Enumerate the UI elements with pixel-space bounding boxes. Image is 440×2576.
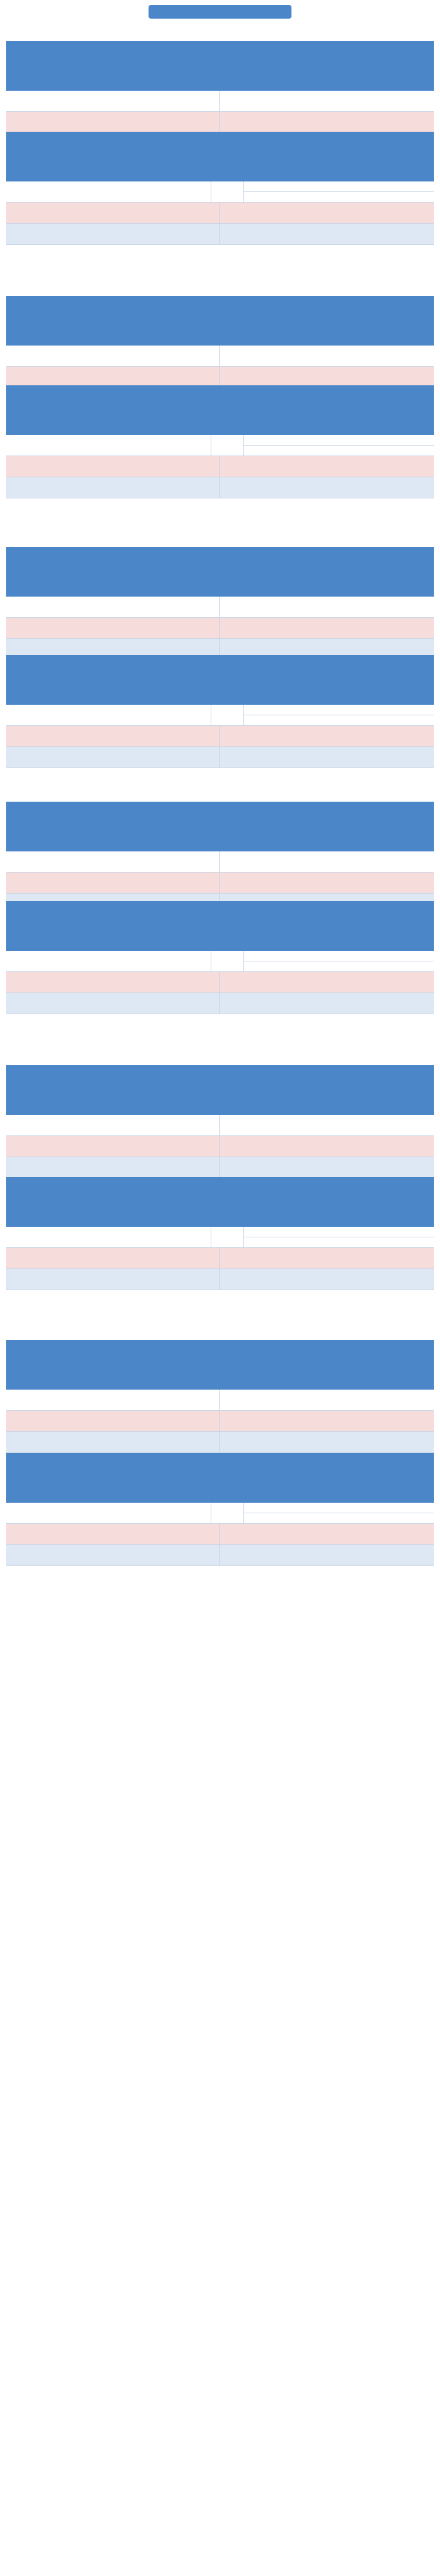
national-title-line [19,138,421,150]
province-title-line [19,1084,421,1096]
row-value [220,91,434,112]
imported-infections [244,181,434,192]
new-confirmed-label [6,181,211,203]
row-value [220,456,434,477]
imported-infections [244,1503,434,1513]
new-confirmed-label [6,435,211,456]
table-row [6,1432,434,1453]
row-value [220,203,434,224]
domestic-infections [244,1513,434,1523]
province-title-line [19,578,421,590]
new-confirmed-total [211,1227,244,1248]
row-label [6,1269,220,1290]
province-block-header [6,1340,434,1390]
table-row [6,1157,434,1178]
national-block-header [6,385,434,435]
row-label [6,993,220,1014]
row-value [220,597,434,618]
national-title-line [19,932,421,945]
national-block [6,1177,434,1290]
province-title-line [19,1096,421,1109]
new-confirmed-breakdown [244,1503,434,1524]
province-title-line [19,833,421,845]
province-title-line [19,302,421,314]
national-title-line [19,1196,421,1208]
province-block [6,802,434,915]
table-row [6,851,434,873]
table-row [6,1269,434,1290]
row-value [220,618,434,639]
table-row [6,1524,434,1545]
table-row [6,873,434,894]
row-label [6,1545,220,1566]
province-block-header [6,547,434,597]
table-row [6,112,434,133]
new-confirmed-label [6,1503,211,1524]
new-confirmed-total [211,435,244,456]
new-confirmed-breakdown [244,951,434,972]
province-title-line [19,1071,421,1084]
national-block-header [6,1177,434,1227]
national-block [6,385,434,498]
organization-name [0,2534,440,2549]
national-title-line [19,1459,421,1472]
table-row [6,224,434,245]
table-row [6,203,434,224]
table-row [6,993,434,1014]
translation-credit [0,2551,440,2565]
row-label [6,972,220,993]
province-block-header [6,1065,434,1115]
province-title-line [19,820,421,833]
national-block-header [6,901,434,951]
national-block [6,1453,434,1566]
row-label [6,367,220,388]
row-value [220,993,434,1014]
date-english [0,24,440,35]
table-row [6,1248,434,1269]
national-block [6,901,434,1014]
row-label [6,1432,220,1453]
row-label [6,1411,220,1432]
row-value [220,747,434,768]
row-value [220,1157,434,1178]
domestic-infections [244,1237,434,1247]
row-label [6,726,220,747]
row-label [6,112,220,133]
province-block [6,1340,434,1453]
new-confirmed-row [6,181,434,203]
national-title-line [19,392,421,404]
row-label [6,873,220,894]
table-row [6,367,434,388]
national-block-header [6,132,434,181]
province-title-line [19,327,421,339]
new-confirmed-row [6,705,434,726]
imported-infections [244,705,434,715]
row-label [6,597,220,618]
new-confirmed-total [211,705,244,726]
national-title-line [19,907,421,920]
new-confirmed-label [6,951,211,972]
new-confirmed-total [211,1503,244,1524]
row-value [220,1136,434,1157]
row-label [6,1136,220,1157]
table-row [6,972,434,993]
row-value [220,477,434,498]
row-label [6,91,220,112]
national-block [6,132,434,245]
national-block [6,655,434,768]
row-value [220,972,434,993]
province-title-line [19,72,421,85]
province-title-line [19,553,421,566]
row-label [6,747,220,768]
row-value [220,1524,434,1545]
table-row [6,747,434,768]
row-value [220,224,434,245]
province-block-header [6,296,434,346]
new-confirmed-label [6,705,211,726]
row-value [220,367,434,388]
province-title-line [19,1371,421,1383]
row-value [220,1545,434,1566]
national-title-line [19,1472,421,1484]
row-label [6,1524,220,1545]
national-title-line [19,1183,421,1196]
row-label [6,456,220,477]
row-value [220,1432,434,1453]
row-value [220,112,434,133]
national-block-header [6,1453,434,1503]
row-label [6,851,220,873]
new-confirmed-row [6,1503,434,1524]
row-value [220,726,434,747]
province-title-line [19,566,421,578]
national-title-line [19,150,421,163]
table-row [6,597,434,618]
national-title-line [19,920,421,932]
page-header [0,4,440,35]
new-confirmed-breakdown [244,1227,434,1248]
national-title-line [19,1484,421,1497]
table-row [6,456,434,477]
national-title-line [19,686,421,699]
page-footer [0,2534,440,2565]
table-row [6,1115,434,1136]
imported-infections [244,435,434,446]
new-confirmed-breakdown [244,435,434,456]
national-title-line [19,661,421,674]
table-row [6,726,434,747]
national-title-line [19,1208,421,1221]
new-confirmed-total [211,951,244,972]
row-label [6,1248,220,1269]
national-title-line [19,404,421,416]
row-value [220,1248,434,1269]
province-block [6,1065,434,1178]
row-label [6,1390,220,1411]
domestic-infections [244,961,434,971]
domestic-infections [244,446,434,456]
table-row [6,1411,434,1432]
province-title-line [19,60,421,72]
row-value [220,346,434,367]
national-block-header [6,655,434,705]
row-label [6,1157,220,1178]
table-row [6,346,434,367]
domestic-infections [244,715,434,725]
row-value [220,1411,434,1432]
province-title-line [19,314,421,327]
row-label [6,346,220,367]
new-confirmed-label [6,1227,211,1248]
domestic-infections [244,192,434,202]
new-confirmed-row [6,435,434,456]
province-block [6,547,434,660]
national-title-line [19,416,421,429]
province-title-line [19,1359,421,1371]
new-confirmed-row [6,951,434,972]
row-value [220,851,434,873]
national-title-line [19,163,421,175]
row-value [220,1269,434,1290]
new-confirmed-breakdown [244,181,434,203]
row-value [220,1390,434,1411]
table-row [6,1390,434,1411]
new-confirmed-row [6,1227,434,1248]
table-row [6,618,434,639]
province-block-header [6,802,434,851]
imported-infections [244,951,434,961]
date-banner [149,5,291,19]
province-title-line [19,1346,421,1359]
new-confirmed-breakdown [244,705,434,726]
imported-infections [244,1227,434,1237]
province-block-header [6,41,434,91]
row-value [220,873,434,894]
row-label [6,224,220,245]
table-row [6,91,434,112]
table-row [6,1136,434,1157]
province-title-line [19,808,421,820]
row-label [6,477,220,498]
national-title-line [19,674,421,686]
table-row [6,477,434,498]
new-confirmed-total [211,181,244,203]
row-label [6,203,220,224]
row-label [6,618,220,639]
row-value [220,1115,434,1136]
province-title-line [19,47,421,60]
table-row [6,1545,434,1566]
row-label [6,1115,220,1136]
